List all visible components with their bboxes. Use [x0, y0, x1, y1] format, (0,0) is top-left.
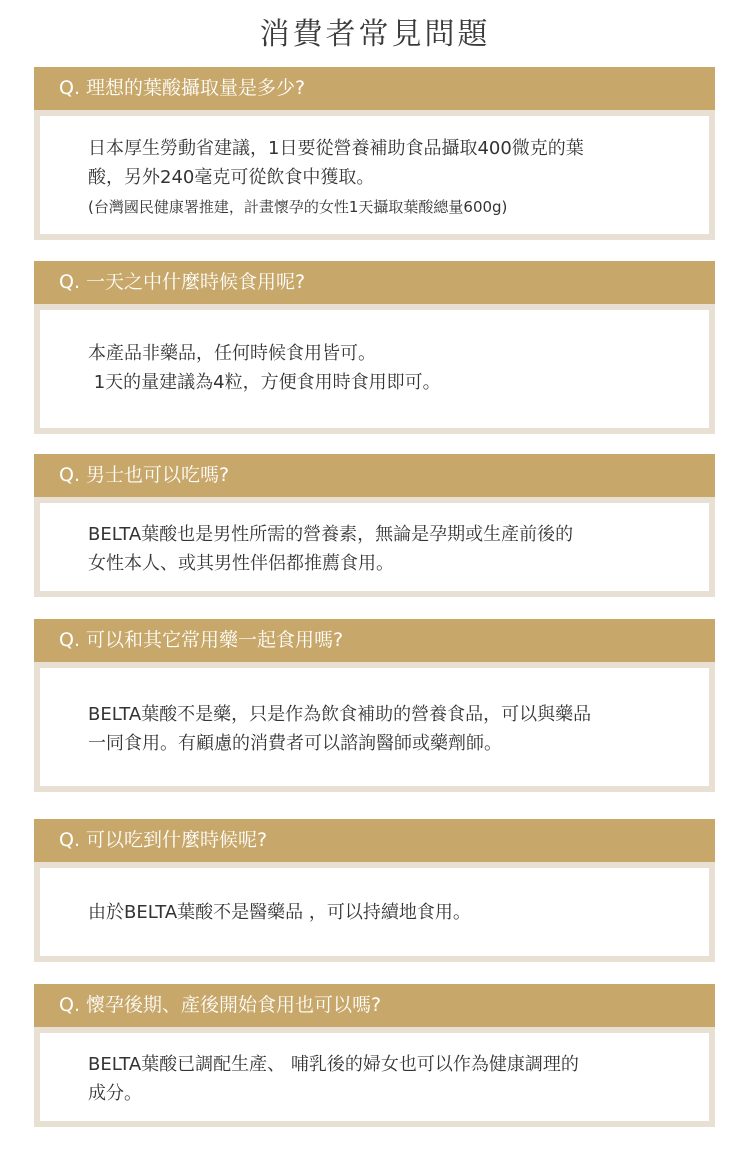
answer-line: 日本厚生勞動省建議，1日要從營養補助食品攝取400微克的葉 — [88, 138, 584, 159]
answer-line: BELTA葉酸不是藥，只是作為飲食補助的營養食品，可以與藥品 — [88, 704, 592, 725]
faq-answer-frame — [34, 1027, 715, 1127]
faq-question: Q. 男士也可以吃嗎? — [34, 454, 715, 497]
answer-line: 由於BELTA葉酸不是醫藥品 ，可以持續地食用。 — [88, 902, 471, 923]
faq-item-when-to-take — [34, 261, 715, 434]
faq-item-how-long — [34, 819, 715, 962]
answer-line: 女性本人、或其男性伴侶都推薦食用。 — [88, 553, 394, 574]
answer-line: BELTA葉酸也是男性所需的營養素，無論是孕期或生產前後的 — [88, 524, 574, 545]
answer-line: 一同食用。有顧慮的消費者可以諮詢醫師或藥劑師。 — [88, 733, 502, 754]
faq-question: Q. 理想的葉酸攝取量是多少? — [34, 67, 715, 110]
faq-answer — [40, 868, 709, 956]
faq-question: Q. 可以吃到什麼時候呢? — [34, 819, 715, 862]
faq-answer — [40, 668, 709, 786]
faq-item-late-pregnancy — [34, 984, 715, 1127]
answer-line: BELTA葉酸已調配生產、 哺乳後的婦女也可以作為健康調理的 — [88, 1054, 579, 1075]
faq-question: Q. 懷孕後期、產後開始食用也可以嗎? — [34, 984, 715, 1027]
faq-answer — [40, 116, 709, 234]
faq-item-with-medicine — [34, 619, 715, 792]
faq-question: Q. 可以和其它常用藥一起食用嗎? — [34, 619, 715, 662]
faq-item-men — [34, 454, 715, 597]
faq-answer-frame — [34, 304, 715, 434]
answer-line: 本產品非藥品，任何時候食用皆可。 — [88, 343, 376, 364]
faq-answer-frame — [34, 862, 715, 962]
page-title: 消費者常見問題 — [259, 17, 491, 52]
answer-line: 成分。 — [88, 1083, 142, 1104]
faq-answer-frame — [34, 110, 715, 240]
faq-answer-frame — [34, 662, 715, 792]
faq-answer — [40, 310, 709, 428]
faq-answer — [40, 503, 709, 591]
faq-item-folic-acid-intake — [34, 67, 715, 240]
faq-question: Q. 一天之中什麼時候食用呢? — [34, 261, 715, 304]
faq-answer — [40, 1033, 709, 1121]
faq-answer-frame — [34, 497, 715, 597]
answer-line: 1天的量建議為4粒，方便食用時食用即可。 — [88, 372, 441, 393]
answer-note: (台灣國民健康署推建，計畫懷孕的女性1天攝取葉酸總量600g) — [88, 198, 508, 216]
answer-line: 酸，另外240毫克可從飲食中獲取。 — [88, 167, 375, 188]
